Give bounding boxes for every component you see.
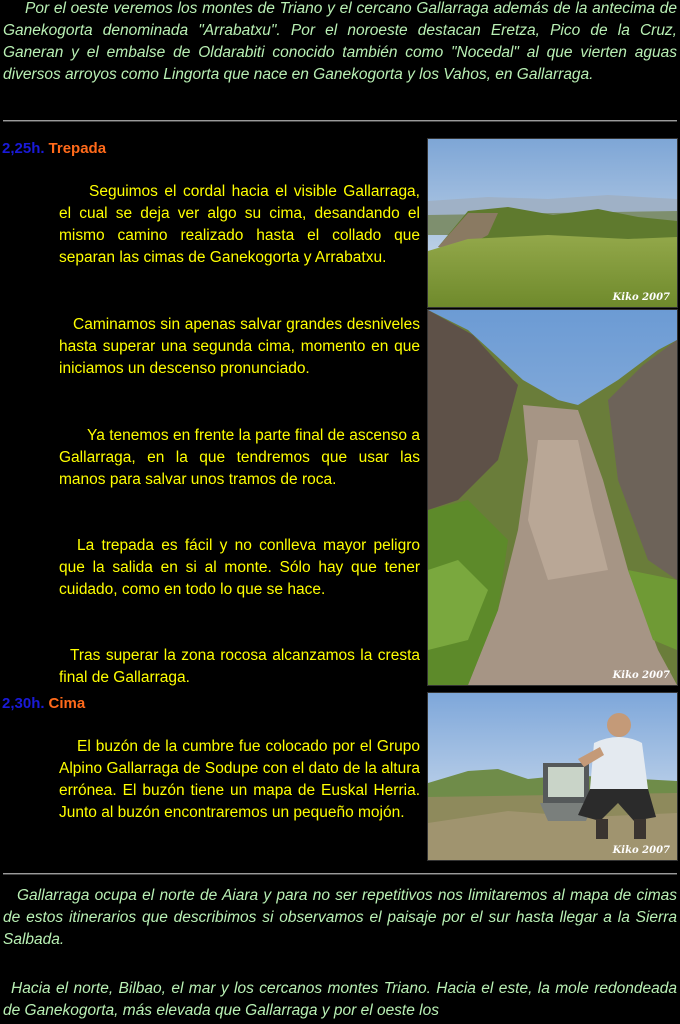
section-heading-trepada xyxy=(2,140,106,157)
section-heading-cima xyxy=(2,695,85,712)
summit-hiker-photo xyxy=(427,692,678,861)
paragraph: La trepada es fácil y no conlleva mayor peligro que la salida en si al monte. Sólo hay que tener cuidado, como en todo lo que se hace. xyxy=(59,537,420,598)
divider xyxy=(3,120,677,122)
section-time: 2,30h. xyxy=(2,695,45,712)
paragraph: Caminamos sin apenas salvar grandes desniveles hasta superar una segunda cima, momento en que iniciamos un descenso pronunciado. xyxy=(59,316,420,377)
rocky-gully-photo xyxy=(427,309,678,686)
outro-paragraph: Gallarraga ocupa el norte de Aiara y para no ser repetitivos nos limitaremos al mapa de cimas de estos itinerarios que describimos si observamos el paisaje por el sur hasta llegar a la Sierra Salbada. xyxy=(3,887,677,948)
divider xyxy=(3,873,677,875)
paragraph: Tras superar la zona rocosa alcanzamos la cresta final de Gallarraga. xyxy=(59,647,420,686)
ridge-landscape-photo xyxy=(427,138,678,308)
section-title: Trepada xyxy=(48,140,107,157)
photo-watermark: Kiko 2007 xyxy=(612,670,670,681)
paragraph: Seguimos el cordal hacia el visible Gallarraga, el cual se deja ver algo su cima, desandando el mismo camino realizado hasta el collado que separan las cimas de Ganekogorta y Arrabatxu. xyxy=(59,183,420,266)
paragraph: El buzón de la cumbre fue colocado por el Grupo Alpino Gallarraga de Sodupe con el dato de la altura errónea. El buzón tiene un mapa de Euskal Herria. Junto al buzón encontraremos un pequeño mojón. xyxy=(59,738,420,821)
photo-watermark: Kiko 2007 xyxy=(612,292,670,303)
section-time: 2,25h. xyxy=(2,140,45,157)
outro-paragraph: Hacia el norte, Bilbao, el mar y los cercanos montes Triano. Hacia el este, la mole redondeada de Ganekogorta, más elevada que Gallarraga y por el oeste los xyxy=(3,980,677,1019)
paragraph: Ya tenemos en frente la parte final de ascenso a Gallarraga, en la que tendremos que usar las manos para salvar unos tramos de roca. xyxy=(59,427,420,488)
photo-watermark: Kiko 2007 xyxy=(612,845,670,856)
section-title: Cima xyxy=(48,695,86,712)
intro-paragraph: Por el oeste veremos los montes de Triano y el cercano Gallarraga además de la antecima de Ganekogorta denominada "Arrabatxu". Por el noroeste destacan Eretza, Pico de la Cruz, Ganeran y el embalse de Oldarabiti conocido también como "Nocedal" al que vierten aguas diversos arroyos como Lingorta que nace en Ganekogorta y los Vahos, en Gallarraga. xyxy=(3,0,677,83)
